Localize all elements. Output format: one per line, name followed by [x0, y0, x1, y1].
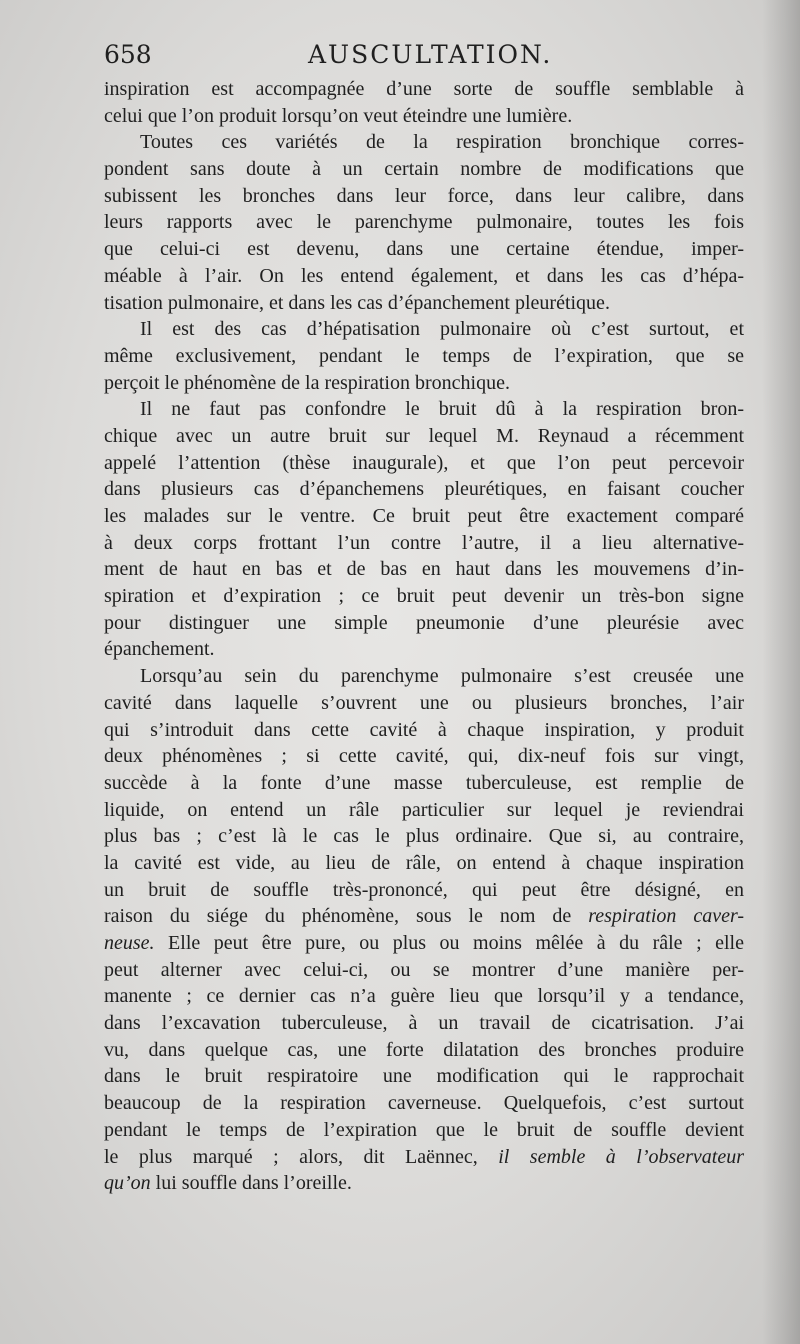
text-segment: lui souffle dans l’oreille. [150, 1172, 352, 1195]
text-line: spiration et d’expiration ; ce bruit peut devenir un très-bon signe [104, 585, 744, 608]
text-line: à deux corps frottant l’un contre l’autre, il a lieu alternative- [104, 531, 744, 554]
text-line: subissent les bronches dans leur force, dans leur calibre, dans [104, 184, 744, 207]
text-line-with-italic [104, 1144, 744, 1171]
text-line-with-italic [104, 903, 744, 930]
page-header [104, 40, 744, 80]
text-line: pendant le temps de l’expiration que le bruit de souffle devient [104, 1118, 744, 1141]
text-line: épanchement. [104, 638, 215, 661]
text-segment: Elle peut être pure, ou plus ou moins mêlée à du râle ; elle [154, 932, 744, 954]
text-line: pondent sans doute à un certain nombre de modifications que [104, 158, 744, 181]
paragraph-3 [104, 316, 744, 396]
text-line: beaucoup de la respiration caverneuse. Quelquefois, c’est surtout [104, 1092, 744, 1115]
text-line: peut alterner avec celui-ci, ou se montrer d’une manière per- [104, 958, 744, 981]
text-line: ment de haut en bas et de bas en haut dans les mouvemens d’in- [104, 558, 744, 581]
text-segment: raison du siége du phénomène, sous le nom de [104, 905, 572, 928]
italic-term: neuse. [104, 932, 155, 954]
text-line: deux phénomènes ; si cette cavité, qui, dix-neuf fois sur vingt, [104, 745, 744, 768]
text-line-with-italic [104, 1170, 744, 1197]
text-line: que celui-ci est devenu, dans une certaine étendue, imper- [104, 238, 744, 261]
italic-quote: qu’on [104, 1172, 151, 1195]
text-line: vu, dans quelque cas, une forte dilatation des bronches produire [104, 1038, 744, 1061]
text-line: la cavité est vide, au lieu de râle, on entend à chaque inspiration [104, 851, 744, 874]
text-line: Toutes ces variétés de la respiration bronchique corres- [140, 131, 744, 154]
text-line: tisation pulmonaire, et dans les cas d’épanchement pleurétique. [104, 291, 610, 314]
text-line: qui s’introduit dans cette cavité à chaque inspiration, y produit [104, 718, 744, 741]
running-title: AUSCULTATION. [308, 40, 553, 69]
text-line: cavité dans laquelle s’ouvrent une ou plusieurs bronches, l’air [104, 691, 744, 714]
text-line: perçoit le phénomène de la respiration bronchique. [104, 371, 510, 394]
text-line: manente ; ce dernier cas n’a guère lieu que lorsqu’il y a tendance, [104, 985, 744, 1008]
text-line: Lorsqu’au sein du parenchyme pulmonaire s’est creusée une [140, 665, 744, 688]
paragraph-1 [104, 76, 744, 129]
text-line: même exclusivement, pendant le temps de l’expiration, que se [104, 344, 744, 367]
binding-shadow [762, 0, 800, 1344]
text-line: dans le bruit respiratoire une modification qui le rapprochait [104, 1065, 744, 1088]
text-line: inspiration est accompagnée d’une sorte de souffle semblable à [104, 78, 744, 100]
text-line: appelé l’attention (thèse inaugurale), et que l’on peut percevoir [104, 451, 744, 474]
page-number: 658 [104, 40, 152, 69]
text-line: pour distinguer une simple pneumonie d’une pleurésie avec [104, 611, 744, 634]
text-line: succède à la fonte d’une masse tuberculeuse, est remplie de [104, 771, 744, 794]
text-line: chique avec un autre bruit sur lequel M. Reynaud a récemment [104, 424, 744, 447]
text-line: Il est des cas d’hépatisation pulmonaire où c’est surtout, et [140, 318, 744, 341]
paragraph-2 [104, 129, 744, 316]
italic-term: respiration caver- [588, 905, 745, 928]
text-segment: le plus marqué ; alors, dit Laënnec, [104, 1145, 478, 1168]
text-line: les malades sur le ventre. Ce bruit peut être exactement comparé [104, 505, 744, 527]
paragraph-4 [104, 396, 744, 663]
paragraph-5 [104, 663, 744, 1197]
italic-quote: il semble à l’observateur [498, 1145, 745, 1168]
text-line: liquide, on entend un râle particulier sur lequel je reviendrai [104, 798, 744, 821]
text-line: dans l’excavation tuberculeuse, à un travail de cicatrisation. J’ai [104, 1012, 744, 1035]
text-line-with-italic [104, 930, 744, 957]
text-line: leurs rapports avec le parenchyme pulmonaire, toutes les fois [104, 211, 744, 234]
text-line: dans plusieurs cas d’épanchemens pleurétiques, en faisant coucher [104, 478, 744, 501]
text-line: celui que l’on produit lorsqu’on veut éteindre une lumière. [104, 104, 573, 127]
text-line: méable à l’air. On les entend également, et dans les cas d’hépa- [104, 264, 744, 287]
body-text [104, 76, 744, 1246]
text-line: un bruit de souffle très-prononcé, qui peut être désigné, en [104, 878, 744, 901]
text-line: Il ne faut pas confondre le bruit dû à la respiration bron- [140, 398, 744, 421]
text-line: plus bas ; c’est là le cas le plus ordinaire. Que si, au contraire, [104, 825, 744, 848]
